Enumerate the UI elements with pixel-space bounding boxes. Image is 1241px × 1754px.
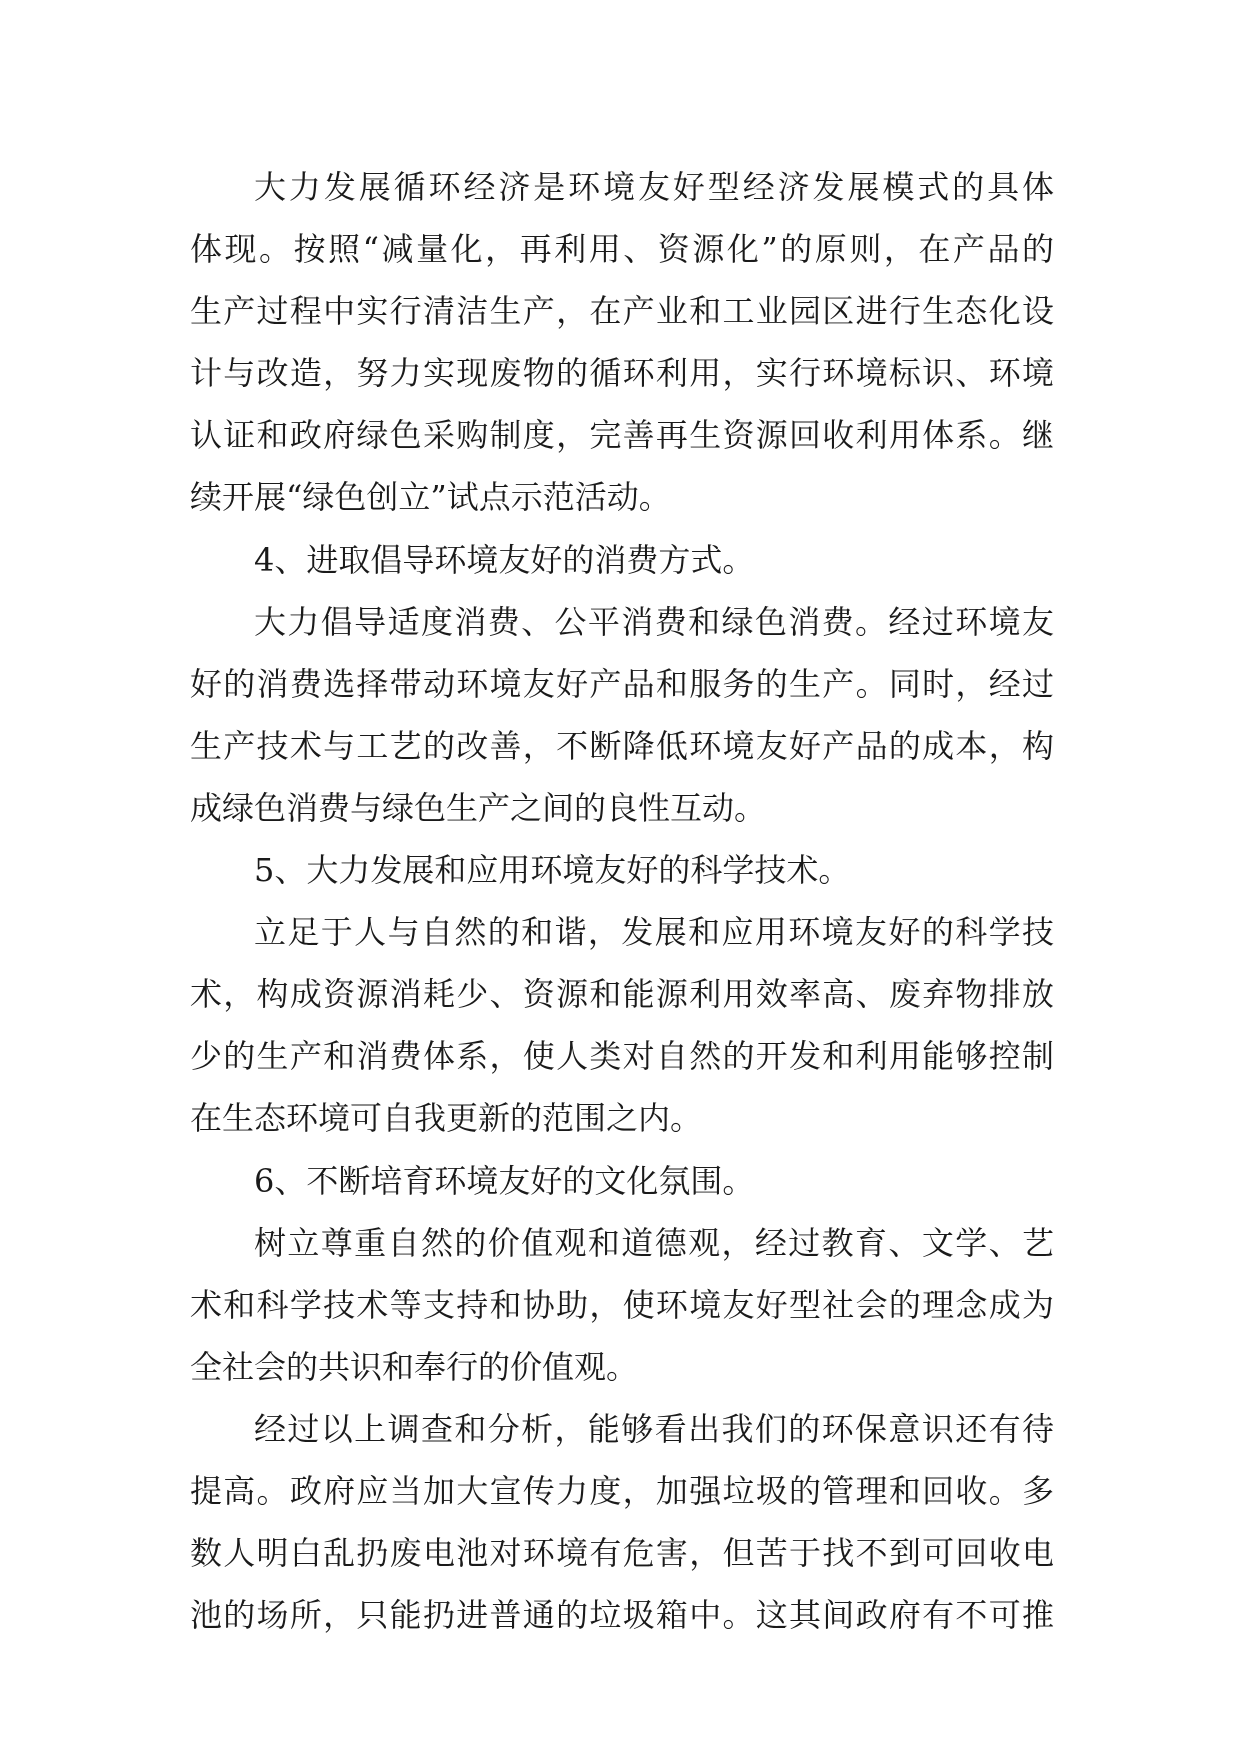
text-line: 好的消费选择带动环境友好产品和服务的生产。同时，经过 xyxy=(190,664,1054,703)
text-line: 续开展“绿色创立”试点示范活动。 xyxy=(190,478,671,517)
text-line: 成绿色消费与绿色生产之间的良性互动。 xyxy=(190,788,767,827)
text-line: 数人明白乱扔废电池对环境有危害，但苦于找不到可回收电 xyxy=(190,1534,1054,1573)
text-line: 认证和政府绿色采购制度，完善再生资源回收利用体系。继 xyxy=(190,416,1054,455)
text-line: 体现。按照“减量化，再利用、资源化”的原则，在产品的 xyxy=(190,230,1054,269)
text-line: 全社会的共识和奉行的价值观。 xyxy=(190,1347,639,1386)
text-line: 生产技术与工艺的改善，不断降低环境友好产品的成本，构 xyxy=(190,726,1054,765)
text-line: 经过以上调查和分析，能够看出我们的环保意识还有待 xyxy=(254,1409,1054,1448)
text-line: 大力倡导适度消费、公平消费和绿色消费。经过环境友 xyxy=(254,602,1054,641)
document-body xyxy=(190,156,1054,1646)
text-line: 生产过程中实行清洁生产，在产业和工业园区进行生态化设 xyxy=(190,292,1054,331)
text-line: 提高。政府应当加大宣传力度，加强垃圾的管理和回收。多 xyxy=(190,1471,1054,1510)
text-line: 大力发展循环经济是环境友好型经济发展模式的具体 xyxy=(254,168,1054,206)
text-line: 计与改造，努力实现废物的循环利用，实行环境标识、环境 xyxy=(190,354,1054,393)
text-line: 立足于人与自然的和谐，发展和应用环境友好的科学技 xyxy=(254,913,1054,952)
section-heading: 5、大力发展和应用环境友好的科学技术。 xyxy=(254,851,851,890)
section-heading: 4、进取倡导环境友好的消费方式。 xyxy=(254,540,755,579)
text-line: 术和科学技术等支持和协助，使环境友好型社会的理念成为 xyxy=(190,1285,1054,1324)
section-heading: 6、不断培育环境友好的文化氛围。 xyxy=(254,1161,755,1200)
text-line: 池的场所，只能扔进普通的垃圾箱中。这其间政府有不可推 xyxy=(190,1596,1054,1635)
text-line: 术，构成资源消耗少、资源和能源利用效率高、废弃物排放 xyxy=(190,975,1054,1014)
text-line: 树立尊重自然的价值观和道德观，经过教育、文学、艺 xyxy=(254,1223,1054,1262)
text-line: 少的生产和消费体系，使人类对自然的开发和利用能够控制 xyxy=(190,1037,1054,1076)
text-line: 在生态环境可自我更新的范围之内。 xyxy=(190,1099,703,1138)
